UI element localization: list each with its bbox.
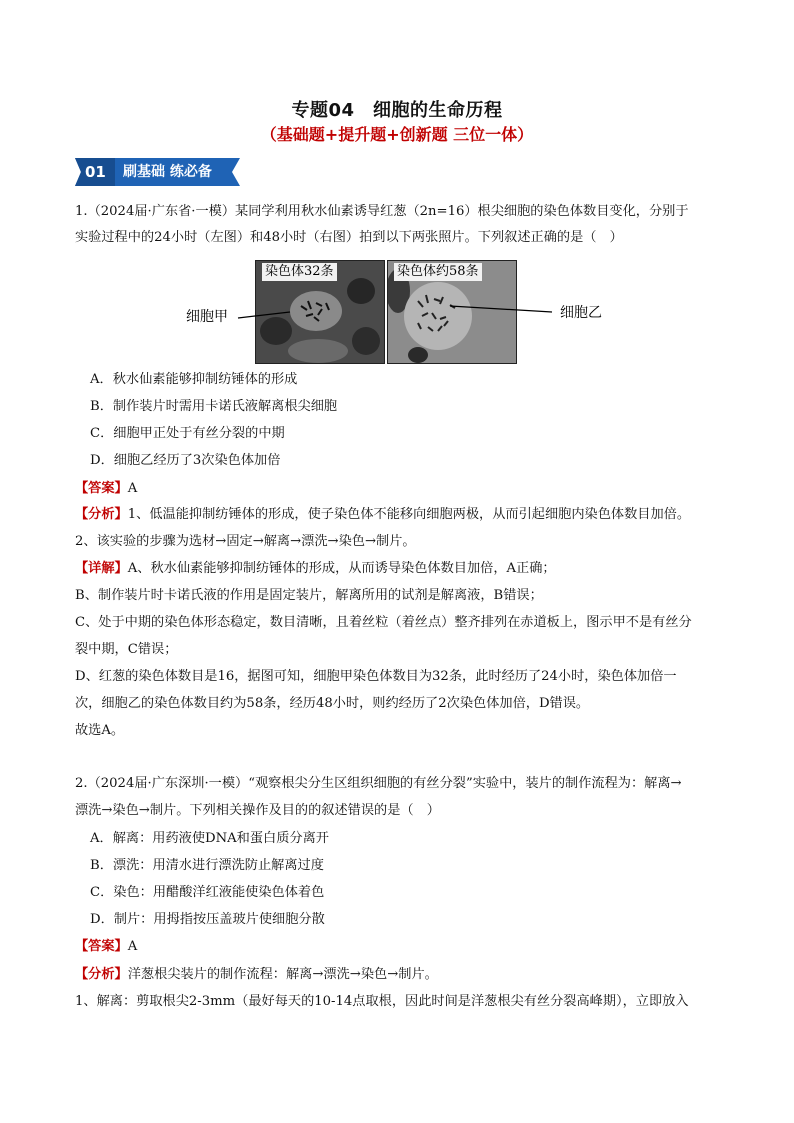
q1-detail-4: 裂中期，C错误； [75,642,178,657]
answer-tag: 【答案】 [75,481,128,496]
left-photo-label: 染色体32条 [262,263,337,281]
analysis-text: 洋葱根尖装片的制作流程：解离→漂洗→染色→制片。 [127,967,438,982]
q1-detail-2: B、制作装片时卡诺氏液的作用是固定装片，解离所用的试剂是解离液，B错误； [75,588,543,603]
analysis-tag: 【分析】 [75,967,128,982]
q2-analysis-2: 1、解离：剪取根尖2-3mm（最好每天的10-14点取根，因此时间是洋葱根尖有丝分裂高峰期），立即放入 [75,994,689,1009]
q1-option-a: A．秋水仙素能够抑制纺锤体的形成 [90,372,298,387]
q1-analysis-1 [75,506,690,524]
detail-text: A、秋水仙素能够抑制纺锤体的形成，从而诱导染色体数目加倍，A正确； [127,561,556,576]
answer-value: A [127,481,138,496]
q1-option-b: B．制作装片时需用卡诺氏液解离根尖细胞 [90,399,338,414]
analysis-tag: 【分析】 [75,507,128,522]
q1-detail-3: C、处于中期的染色体形态稳定，数目清晰，且着丝粒（着丝点）整齐排列在赤道板上，图示甲不是有丝分 [75,615,692,630]
answer-tag: 【答案】 [75,939,128,954]
answer-value: A [127,939,138,954]
analysis-text: 1、低温能抑制纺锤体的形成，使子染色体不能移向细胞两极，从而引起细胞内染色体数目加倍。 [127,507,691,522]
q1-detail-5: D、红葱的染色体数目是16，据图可知，细胞甲染色体数目为32条，此时经历了24小时，染色体加倍一 [75,669,677,684]
section-number: 01 [85,163,106,181]
q1-analysis-2: 2、该实验的步骤为选材→固定→解离→漂洗→染色→制片。 [75,534,416,549]
section-banner [75,158,240,186]
q1-option-d: D．细胞乙经历了3次染色体加倍 [90,453,281,468]
q2-option-b: B．漂洗：用清水进行漂洗防止解离过度 [90,858,324,873]
q1-detail-1 [75,560,556,578]
q2-option-a: A．解离：用药液使DNA和蛋白质分离开 [90,831,329,846]
page-subtitle: （基础题+提升题+创新题 三位一体） [260,125,534,144]
q1-stem-line-1: 1.（2024届·广东省·一模）某同学利用秋水仙素诱导红葱（2n=16）根尖细胞的染色体数目变化，分别于 [75,204,689,219]
q1-detail-6: 次，细胞乙的染色体数目约为58条，经历48小时，则约经历了2次染色体加倍，D错误。 [75,696,590,711]
q1-answer [75,480,137,498]
right-cell-label: 细胞乙 [560,305,602,321]
q2-option-c: C．染色：用醋酸洋红液能使染色体着色 [90,885,325,900]
page-title: 专题04 细胞的生命历程 [291,100,503,121]
q2-stem-line-2: 漂洗→染色→制片。下列相关操作及目的的叙述错误的是（ ） [75,803,440,818]
section-title: 刷基础 练必备 [123,164,212,180]
q2-stem-line-1: 2.（2024届·广东深圳·一模）“观察根尖分生区组织细胞的有丝分裂”实验中，装片的制作流程为：解离→ [75,776,682,791]
q2-answer [75,938,137,956]
q1-figure [180,260,640,364]
q2-analysis-1 [75,966,438,984]
q2-option-d: D．制片：用拇指按压盖玻片使细胞分散 [90,912,325,927]
detail-tag: 【详解】 [75,561,128,576]
q1-option-c: C．细胞甲正处于有丝分裂的中期 [90,426,285,441]
right-photo-label: 染色体约58条 [394,263,482,281]
left-cell-label: 细胞甲 [186,309,228,325]
q1-conclusion: 故选A。 [75,723,125,738]
q1-stem-line-2: 实验过程中的24小时（左图）和48小时（右图）拍到以下两张照片。下列叙述正确的是（ ） [75,230,623,245]
